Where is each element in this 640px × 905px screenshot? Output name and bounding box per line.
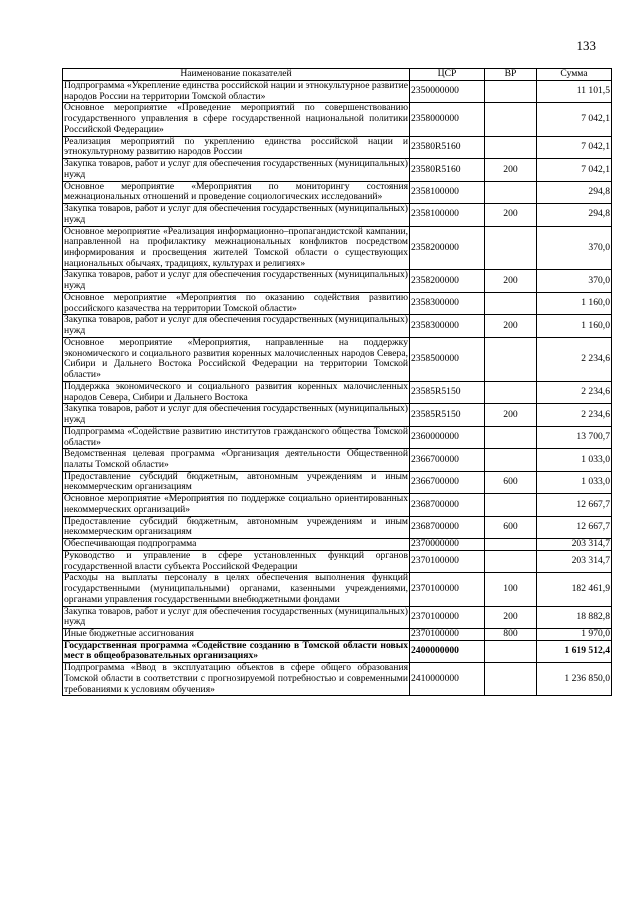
row-sum: 1 236 850,0: [537, 663, 612, 696]
table-row: [63, 404, 612, 426]
row-vr: [485, 103, 537, 136]
row-name: Реализация мероприятий по укреплению единства российской нации и этнокультурному развитию народов России: [64, 135, 408, 158]
row-vr: [485, 663, 537, 696]
table-row: [63, 628, 612, 640]
row-sum: 1 619 512,4: [537, 640, 612, 662]
table-row: [63, 81, 612, 103]
row-name: Основное мероприятие «Мероприятия, направленные на поддержку экономического и социального развития коренных малочисленных народов Севера, Сибири и Дальнего Востока Российской Федерации на территории Томской области»: [64, 336, 408, 381]
row-csr: 23580R5160: [410, 159, 485, 181]
row-name: Обеспечивающая подпрограмма: [63, 539, 410, 551]
header-name: Наименование показателей: [63, 69, 410, 81]
table-row: [63, 550, 612, 572]
row-name: Государственная программа «Содействие созданию в Томской области новых мест в общеобразовательных организациях»: [64, 639, 408, 662]
table-row: [63, 381, 612, 403]
row-vr: [485, 494, 537, 516]
row-sum: 12 667,7: [537, 494, 612, 516]
row-vr: [485, 426, 537, 448]
table-row: [63, 226, 612, 270]
row-name: Руководство и управление в сфере установленных функций органов государственной власти субъекта Российской Федерации: [64, 549, 408, 572]
row-name: Основное мероприятие «Мероприятия по мониторингу состояния межнациональных отношений и проведение социологических исследований»: [64, 180, 408, 203]
row-vr: 100: [485, 573, 537, 606]
row-sum: 1 160,0: [537, 292, 612, 314]
row-vr: [485, 539, 537, 551]
row-csr: 2410000000: [410, 663, 485, 696]
row-sum: 1 160,0: [537, 315, 612, 337]
table-body: [63, 81, 612, 696]
row-name: Закупка товаров, работ и услуг для обеспечения государственных (муниципальных) нужд: [64, 158, 408, 180]
row-vr: 200: [485, 315, 537, 337]
table-row: [63, 449, 612, 471]
row-vr: 200: [485, 606, 537, 628]
row-csr: 2358200000: [410, 226, 485, 270]
row-sum: 370,0: [537, 270, 612, 292]
row-name: Основное мероприятие «Реализация информационно–пропагандистской кампании, направленной на профилактику межнациональных конфликтов посредством информирования и просвещения жителей Томской области о существующих национальных обычаях, традициях, культурах и религиях»: [64, 225, 408, 269]
row-name: Закупка товаров, работ и услуг для обеспечения государственных (муниципальных) нужд: [64, 269, 408, 292]
row-name: Основное мероприятие «Проведение мероприятий по совершенствованию государственного управления в сфере государственной национальной политики Российской Федерации»: [64, 102, 408, 135]
row-name: Закупка товаров, работ и услуг для обеспечения государственных (муниципальных) нужд: [64, 403, 408, 426]
row-csr: 2370100000: [410, 606, 485, 628]
row-csr: 2368700000: [410, 516, 485, 538]
row-csr: 2400000000: [410, 640, 485, 662]
row-csr: 2370100000: [410, 573, 485, 606]
row-sum: 11 101,5: [537, 81, 612, 103]
row-vr: 800: [485, 628, 537, 640]
row-csr: 2370100000: [410, 550, 485, 572]
row-csr: 2366700000: [410, 449, 485, 471]
row-vr: 200: [485, 159, 537, 181]
table-row: [63, 471, 612, 493]
row-csr: 2360000000: [410, 426, 485, 448]
row-name: Поддержка экономического и социального развития коренных малочисленных народов Севера, Сибири и Дальнего Востока: [64, 380, 408, 403]
row-csr: 2350000000: [410, 81, 485, 103]
row-name: Основное мероприятие «Мероприятия по оказанию содействия развитию российского казачества на территории Томской области»: [64, 291, 408, 314]
row-csr: 2358100000: [410, 204, 485, 226]
row-sum: 203 314,7: [537, 539, 612, 551]
row-name: Ведомственная целевая программа «Организация деятельности Общественной палаты Томской области»: [64, 448, 408, 470]
row-sum: 7 042,1: [537, 159, 612, 181]
row-csr: 2358300000: [410, 292, 485, 314]
row-vr: [485, 292, 537, 314]
table-row: [63, 159, 612, 181]
row-sum: 1 033,0: [537, 449, 612, 471]
row-name: Подпрограмма «Ввод в эксплуатацию объектов в сфере общего образования Томской области в соответствии с прогнозируемой потребностью и современными требованиями к условиям обучения»: [64, 662, 408, 695]
row-csr: 2358000000: [410, 103, 485, 136]
row-vr: 200: [485, 204, 537, 226]
page-number: 133: [576, 38, 596, 53]
row-name: Закупка товаров, работ и услуг для обеспечения государственных (муниципальных) нужд: [64, 314, 408, 337]
row-name: Иные бюджетные ассигнования: [63, 628, 410, 640]
row-vr: 200: [485, 404, 537, 426]
table-row: [63, 640, 612, 662]
row-name: Основное мероприятие «Мероприятия по поддержке социально ориентированных некоммерческих организаций»: [64, 493, 408, 515]
row-name: Закупка товаров, работ и услуг для обеспечения государственных (муниципальных) нужд: [64, 605, 408, 628]
table-row: [63, 573, 612, 606]
table-row: [63, 426, 612, 448]
table-row: [63, 337, 612, 381]
row-vr: [485, 550, 537, 572]
row-vr: [485, 337, 537, 381]
row-vr: 200: [485, 270, 537, 292]
table-row: [63, 606, 612, 628]
row-vr: [485, 136, 537, 158]
table-row: [63, 270, 612, 292]
row-name: Подпрограмма «Укрепление единства российской нации и этнокультурное развитие народов России на территории Томской области»: [64, 80, 408, 102]
row-vr: 600: [485, 516, 537, 538]
row-csr: 2358500000: [410, 337, 485, 381]
row-vr: [485, 181, 537, 203]
row-csr: 2358200000: [410, 270, 485, 292]
row-name: Подпрограмма «Содействие развитию институтов гражданского общества Томской области»: [64, 425, 408, 448]
row-sum: 294,8: [537, 181, 612, 203]
row-sum: 18 882,8: [537, 606, 612, 628]
table-header-row: [63, 69, 612, 81]
row-vr: 600: [485, 471, 537, 493]
row-csr: 2358100000: [410, 181, 485, 203]
row-vr: [485, 640, 537, 662]
row-vr: [485, 449, 537, 471]
table-row: [63, 136, 612, 158]
row-sum: 2 234,6: [537, 381, 612, 403]
row-name: Предоставление субсидий бюджетным, автономным учреждениям и иным некоммерческим организациям: [64, 470, 408, 493]
row-sum: 2 234,6: [537, 337, 612, 381]
row-sum: 182 461,9: [537, 573, 612, 606]
row-csr: 2370100000: [410, 628, 485, 640]
table-row: [63, 516, 612, 538]
table-row: [63, 204, 612, 226]
table-row: [63, 103, 612, 136]
row-vr: [485, 381, 537, 403]
header-sum: Сумма: [537, 69, 612, 81]
row-sum: 2 234,6: [537, 404, 612, 426]
header-vr: ВР: [485, 69, 537, 81]
row-vr: [485, 81, 537, 103]
row-csr: 2358300000: [410, 315, 485, 337]
table-row: [63, 315, 612, 337]
row-csr: 2368700000: [410, 494, 485, 516]
table-row: [63, 494, 612, 516]
row-sum: 7 042,1: [537, 136, 612, 158]
budget-table: [62, 68, 612, 696]
table-row: [63, 663, 612, 696]
row-sum: 294,8: [537, 204, 612, 226]
row-sum: 13 700,7: [537, 426, 612, 448]
row-csr: 23580R5160: [410, 136, 485, 158]
row-name: Закупка товаров, работ и услуг для обеспечения государственных (муниципальных) нужд: [64, 203, 408, 225]
row-csr: 2370000000: [410, 539, 485, 551]
row-vr: [485, 226, 537, 270]
row-name: Расходы на выплаты персоналу в целях обеспечения выполнения функций государственными (муниципальными) органами, казенными учреждениями, органами управления государственными внебюджетными фондами: [64, 572, 408, 605]
row-sum: 1 970,0: [537, 628, 612, 640]
row-sum: 7 042,1: [537, 103, 612, 136]
row-sum: 1 033,0: [537, 471, 612, 493]
row-csr: 23585R5150: [410, 404, 485, 426]
table-row: [63, 181, 612, 203]
row-sum: 203 314,7: [537, 550, 612, 572]
row-sum: 12 667,7: [537, 516, 612, 538]
row-csr: 23585R5150: [410, 381, 485, 403]
row-sum: 370,0: [537, 226, 612, 270]
row-csr: 2366700000: [410, 471, 485, 493]
table-row: [63, 292, 612, 314]
row-name: Предоставление субсидий бюджетным, автономным учреждениям и иным некоммерческим организациям: [64, 515, 408, 538]
header-csr: ЦСР: [410, 69, 485, 81]
table-row: [63, 539, 612, 551]
